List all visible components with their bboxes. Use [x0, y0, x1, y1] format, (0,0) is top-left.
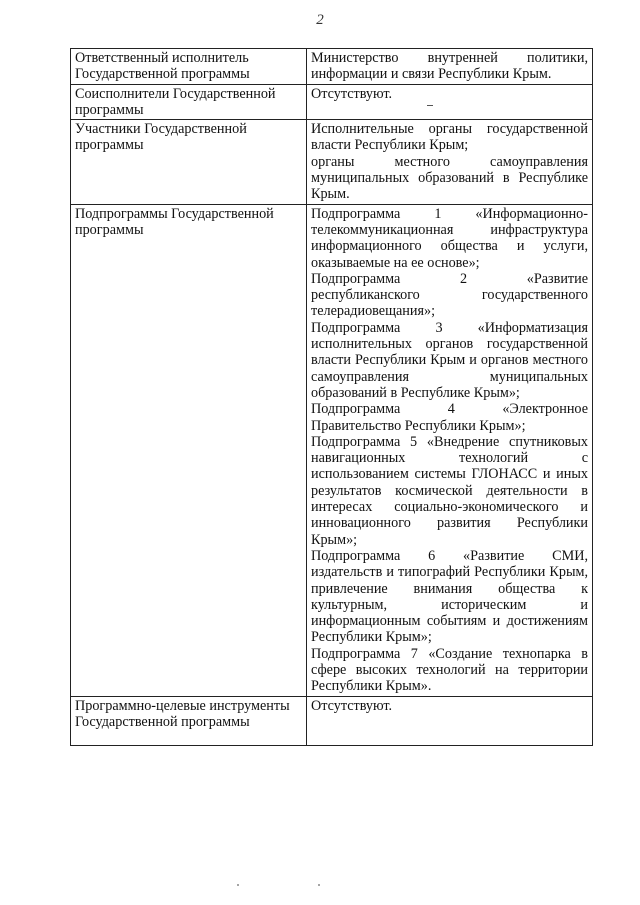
row-label-responsible-executor: Ответственный исполнитель Государственной программы [71, 49, 307, 85]
row-label-program-instruments: Программно-целевые инструменты Государственной программы [71, 696, 307, 745]
value-paragraph: Отсутствуют. [311, 697, 393, 714]
table-row [71, 120, 593, 204]
subprogram-5: Подпрограмма 5 «Внедрение спутниковых навигационных технологий с использованием системы ГЛОНАСС и иных результатов космической деятельности в интересах социально-экономического и инновационного развития Республики Крым»; [311, 433, 588, 548]
row-value-co-executors [307, 84, 593, 120]
table-row [71, 696, 593, 745]
row-value-responsible-executor [307, 49, 593, 85]
scan-speck [318, 884, 320, 886]
scan-speck [237, 884, 239, 886]
subprogram-3: Подпрограмма 3 «Информатизация исполнительных органов государственной власти Республики Крым и органов местного самоуправления муниципальных образований в Республике Крым»; [311, 319, 588, 401]
table-row [71, 84, 593, 120]
subprogram-7: Подпрограмма 7 «Создание технопарка в сфере высоких технологий на территории Республики Крым». [311, 645, 588, 695]
row-value-subprograms [307, 204, 593, 696]
value-paragraph: органы местного самоуправления муниципальных образований в Республике Крым. [311, 153, 588, 203]
stray-mark [427, 105, 433, 106]
subprogram-1: Подпрограмма 1 «Информационно-телекоммуникационная инфраструктура информационного общества и услуги, оказываемые на ее основе»; [311, 205, 588, 271]
value-paragraph: Министерство внутренней политики, информации и связи Республики Крым. [311, 50, 588, 83]
subprogram-2: Подпрограмма 2 «Развитие республиканского государственного телерадиовещания»; [311, 270, 588, 320]
table-row [71, 49, 593, 85]
row-label-subprograms: Подпрограммы Государственной программы [71, 204, 307, 696]
page-number: 2 [316, 12, 324, 28]
table-row [71, 204, 593, 696]
row-label-participants: Участники Государственной программы [71, 120, 307, 204]
row-label-co-executors: Соисполнители Государственной программы [71, 84, 307, 120]
row-value-participants [307, 120, 593, 204]
value-paragraph: Отсутствуют. [311, 85, 393, 102]
subprogram-4: Подпрограмма 4 «Электронное Правительство Республики Крым»; [311, 401, 588, 434]
value-paragraph: Исполнительные органы государственной власти Республики Крым; [311, 121, 588, 154]
row-value-program-instruments [307, 696, 593, 745]
subprogram-6: Подпрограмма 6 «Развитие СМИ, издательств и типографий Республики Крым, привлечение внимания общества к культурным, историческим и информационным событиям и достижениям Республики Крым»; [311, 547, 588, 646]
program-passport-table [70, 48, 593, 746]
